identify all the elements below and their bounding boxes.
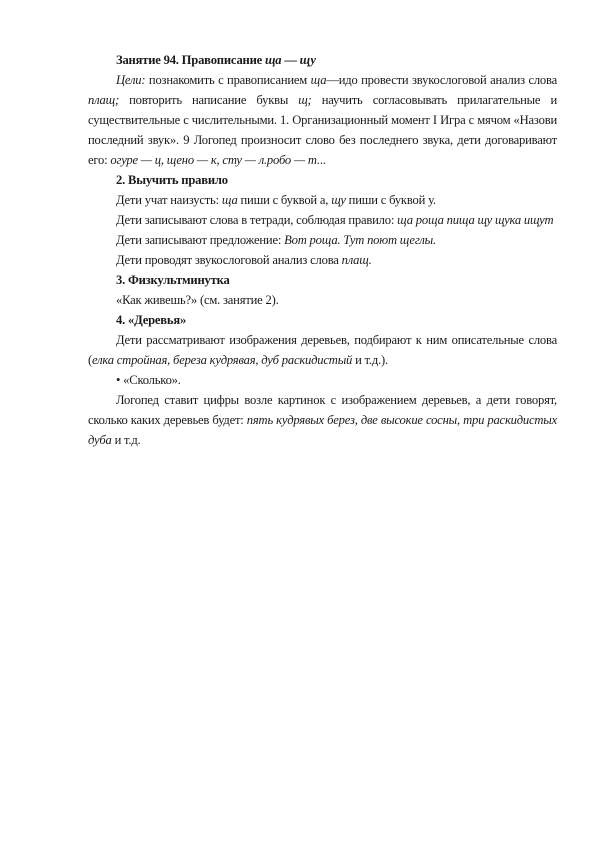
goals-italic-2: плащ; xyxy=(88,93,119,107)
sentence-text: Дети записывают предложение: xyxy=(116,233,285,247)
goals-text-4: научить согласовывать прилагательные и существительные с числительными. 1. Организационный момент I Игра с мячом «Назови последний звук». 9 Логопед произносит слово без последнего звука, дети договаривают его: xyxy=(88,93,557,167)
trees-text-2: и т.д.). xyxy=(352,353,388,367)
lesson-title-italic: ща — щу xyxy=(265,53,316,67)
section-3-heading: 3. Физкультминутка xyxy=(116,273,230,287)
words-paragraph xyxy=(88,210,557,230)
goals-text-5: .. xyxy=(319,153,326,167)
sentence-paragraph xyxy=(88,230,557,250)
words-italic: ща роща пища щу щука ищут xyxy=(397,213,554,227)
section-3-text: «Как живешь?» (см. занятие 2). xyxy=(116,293,279,307)
bullet-item: • «Сколько». xyxy=(116,373,181,387)
trees-italic: елка стройная, береза кудрявая, дуб раскидистый xyxy=(92,353,353,367)
lesson-title-bold: Занятие 94. Правописание xyxy=(116,53,265,67)
sentence-italic: Вот роща. Тут поют щеглы. xyxy=(284,233,436,247)
goals-italic-1: ща xyxy=(310,73,327,87)
rule-italic-1: ща xyxy=(221,193,238,207)
words-text: Дети записывают слова в тетради, соблюдая правило: xyxy=(116,213,398,227)
document-page xyxy=(88,50,557,450)
section-2-heading: 2. Выучить правило xyxy=(116,173,228,187)
rule-text-3: пиши с буквой у. xyxy=(345,193,436,207)
goals-label: Цели: xyxy=(116,73,146,87)
lesson-title xyxy=(88,50,557,70)
goals-italic-3: щ; xyxy=(298,93,312,107)
analysis-italic: плащ. xyxy=(341,253,372,267)
analysis-paragraph xyxy=(88,250,557,270)
trees-paragraph xyxy=(88,330,557,370)
section-4-heading: 4. «Деревья» xyxy=(116,313,187,327)
rule-text-2: пиши с буквой а, xyxy=(237,193,332,207)
goals-text-1: познакомить с правописанием xyxy=(145,73,311,87)
goals-text-3: повторить написание буквы xyxy=(118,93,299,107)
rule-text-1: Дети учат наизусть: xyxy=(116,193,222,207)
goals-text-2: —идо провести звукослоговой анализ слова xyxy=(326,73,557,87)
goals-italic-4: огуре — ц, щено — к, сту — л.робо — т. xyxy=(110,153,320,167)
analysis-text: Дети проводят звукослоговой анализ слова xyxy=(116,253,342,267)
trees-text-1: Дети рассматривают изображения деревьев, подбирают к ним описательные слова ( xyxy=(88,333,557,367)
rule-paragraph xyxy=(88,190,557,210)
count-paragraph xyxy=(88,390,557,450)
count-text-1: Логопед ставит цифры возле картинок с изображением деревьев, а дети говорят, сколько каких деревьев будет: xyxy=(88,393,557,427)
count-text-2: и т.д. xyxy=(111,433,141,447)
goals-paragraph xyxy=(88,70,557,170)
rule-italic-2: щу xyxy=(331,193,346,207)
count-italic: пять кудрявых берез, две высокие сосны, три раскидистых дуба xyxy=(88,413,558,447)
